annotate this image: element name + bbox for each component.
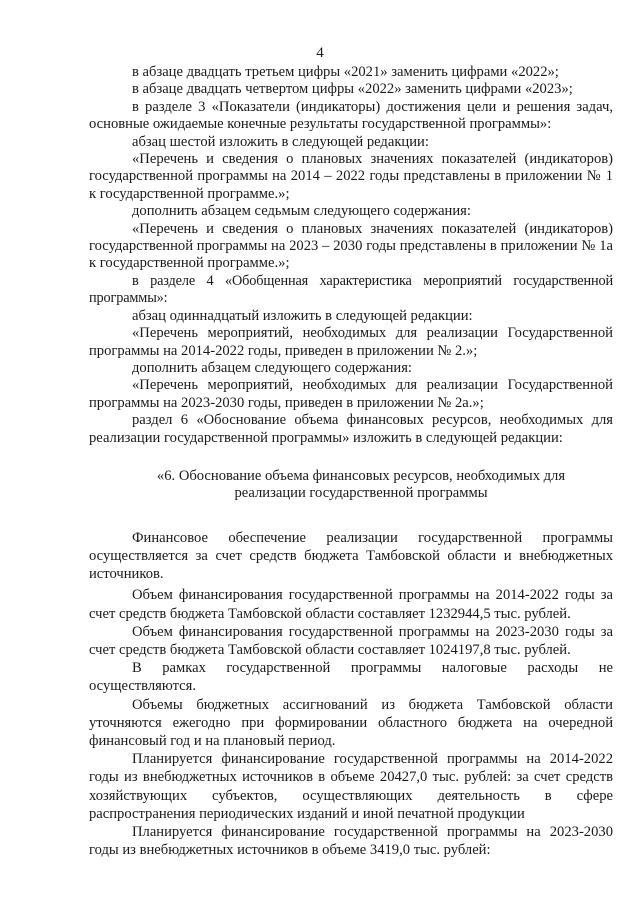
paragraph: в абзаце двадцать четвертом цифры «2022» заменить цифрами «2023»; <box>132 81 573 98</box>
paragraph: «Перечень мероприятий, необходимых для реализации Государственной программы на 2014-2022 годы, приведен в приложении № 2.»; <box>89 325 613 359</box>
paragraph: Объем финансирования государственной программы на 2023-2030 годы за счет средств бюджета Тамбовской области составляет 1024197,8 тыс. рублей. <box>89 623 613 658</box>
paragraph: в разделе 3 «Показатели (индикаторы) достижения цели и решения задач, основные ожидаемые конечные результаты государственной программы»: <box>89 98 613 133</box>
paragraph: Объемы бюджетных ассигнований из бюджета Тамбовской области уточняются ежегодно при формировании областного бюджета на очередной финансовый год и на плановый период. <box>89 696 613 749</box>
paragraph: дополнить абзацем седьмым следующего содержания: <box>132 203 471 220</box>
paragraph: абзац одиннадцатый изложить в следующей редакции: <box>132 307 473 324</box>
section-heading-line: реализации государственной программы <box>234 485 488 502</box>
section-heading-line: «6. Обоснование объема финансовых ресурсов, необходимых для <box>156 467 566 484</box>
paragraph: в разделе 4 «Обобщенная характеристика мероприятий государственной программы»: <box>89 272 613 307</box>
section-heading <box>89 468 613 503</box>
page-number: 4 <box>316 45 324 61</box>
paragraph: Финансовое обеспечение реализации государственной программы осуществляется за счет средств бюджета Тамбовской области и внебюджетных источников. <box>89 529 613 583</box>
document-body <box>89 64 613 859</box>
paragraph: Планируется финансирование государственной программы на 2014-2022 годы из внебюджетных источников в объеме 20427,0 тыс. рублей: за счет средств хозяйствующих субъектов, осуществляющих деятельность в сфере распространения периодических изданий и иной печатной продукции <box>89 751 613 822</box>
paragraph: Объем финансирования государственной программы на 2014-2022 годы за счет средств бюджета Тамбовской области составляет 1232944,5 тыс. рублей. <box>89 587 613 622</box>
section-six-body <box>89 529 613 860</box>
paragraph: Планируется финансирование государственной программы на 2023-2030 годы из внебюджетных источников в объеме 3419,0 тыс. рублей: <box>89 824 613 859</box>
paragraph: абзац шестой изложить в следующей редакции: <box>132 133 429 150</box>
paragraph: «Перечень и сведения о плановых значениях показателей (индикаторов) государственной программы на 2014 – 2022 годы представлены в приложении № 1 к государственной программе.»; <box>89 151 613 202</box>
paragraph: «Перечень и сведения о плановых значениях показателей (индикаторов) государственной программы на 2023 – 2030 годы представлены в приложении № 1а к государственной программе.»; <box>89 220 613 272</box>
paragraph: в абзаце двадцать третьем цифры «2021» заменить цифрами «2022»; <box>132 64 559 80</box>
paragraph: В рамках государственной программы налоговые расходы не осуществляются. <box>89 660 613 695</box>
paragraph: «Перечень мероприятий, необходимых для реализации Государственной программы на 2023-2030 годы, приведен в приложении № 2а.»; <box>89 377 613 411</box>
paragraph: дополнить абзацем следующего содержания: <box>132 359 412 376</box>
paragraph: раздел 6 «Обоснование объема финансовых ресурсов, необходимых для реализации государственной программы» изложить в следующей редакции: <box>89 412 613 446</box>
